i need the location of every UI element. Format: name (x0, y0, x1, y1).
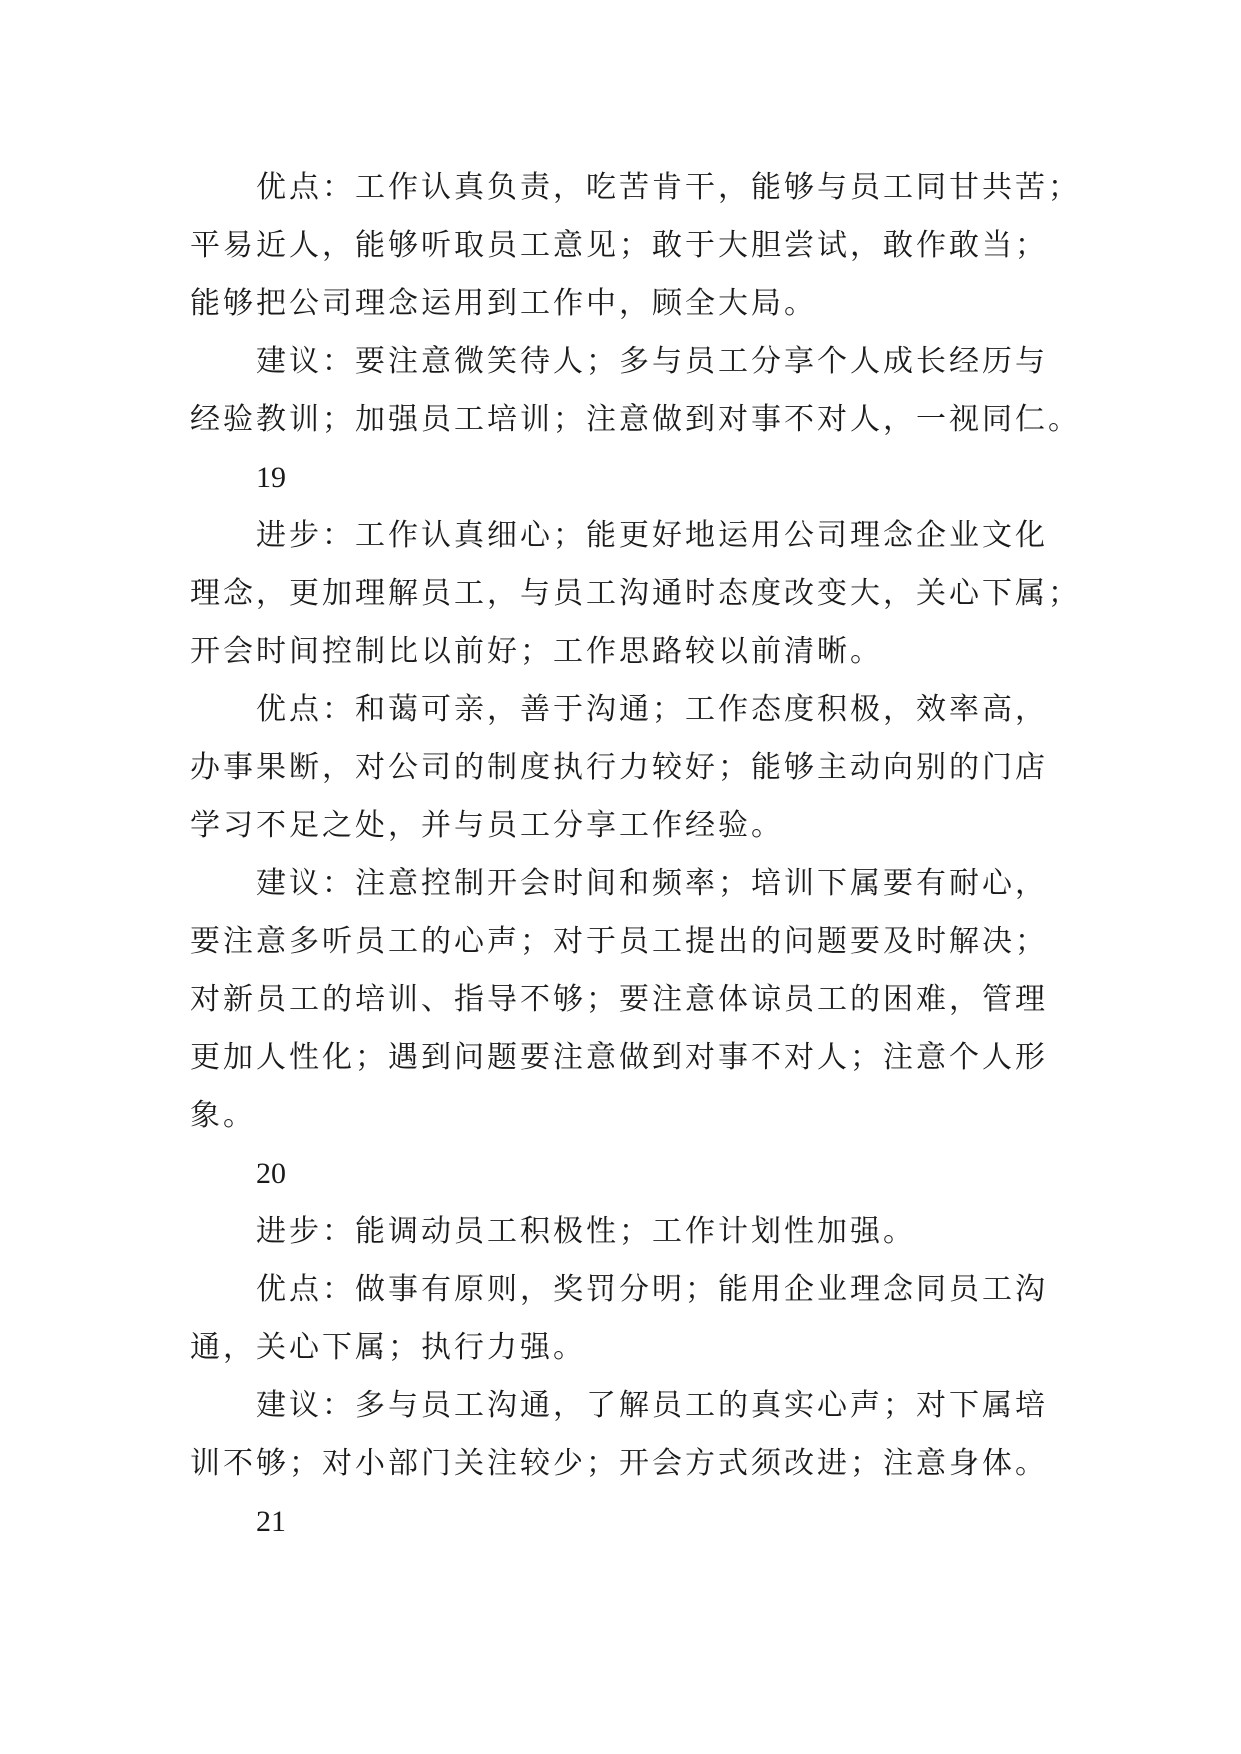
paragraph-line: 进步：能调动员工积极性；工作计划性加强。 (256, 1214, 916, 1249)
paragraph-line: 建议：注意控制开会时间和频率；培训下属要有耐心， (256, 866, 1048, 901)
paragraph-line: 优点：和蔼可亲，善于沟通；工作态度积极，效率高， (256, 692, 1048, 727)
paragraph-line: 进步：工作认真细心；能更好地运用公司理念企业文化 (256, 518, 1048, 553)
paragraph-line: 学习不足之处，并与员工分享工作经验。 (190, 808, 784, 843)
paragraph-line: 开会时间控制比以前好；工作思路较以前清晰。 (190, 634, 883, 669)
paragraph-line: 经验教训；加强员工培训；注意做到对事不对人，一视同仁。 (190, 402, 1081, 437)
paragraph-line: 平易近人，能够听取员工意见；敢于大胆尝试，敢作敢当； (190, 228, 1048, 263)
paragraph-line: 训不够；对小部门关注较少；开会方式须改进；注意身体。 (190, 1446, 1048, 1481)
paragraph-line: 优点：工作认真负责，吃苦肯干，能够与员工同甘共苦； (256, 170, 1081, 205)
paragraph-line: 建议：要注意微笑待人；多与员工分享个人成长经历与 (256, 344, 1048, 379)
paragraph-line: 优点：做事有原则，奖罚分明；能用企业理念同员工沟 (256, 1272, 1048, 1307)
paragraph-line: 要注意多听员工的心声；对于员工提出的问题要及时解决； (190, 924, 1048, 959)
section-number: 19 (256, 461, 286, 494)
paragraph-line: 通，关心下属；执行力强。 (190, 1330, 586, 1365)
section-number: 21 (256, 1505, 286, 1538)
paragraph-line: 理念，更加理解员工，与员工沟通时态度改变大，关心下属； (190, 576, 1081, 611)
section-number: 20 (256, 1157, 286, 1190)
paragraph-line: 象。 (190, 1098, 256, 1133)
paragraph-line: 对新员工的培训、指导不够；要注意体谅员工的困难，管理 (190, 982, 1048, 1017)
paragraph-line: 建议：多与员工沟通，了解员工的真实心声；对下属培 (256, 1388, 1048, 1423)
paragraph-line: 办事果断，对公司的制度执行力较好；能够主动向别的门店 (190, 750, 1048, 785)
paragraph-line: 能够把公司理念运用到工作中，顾全大局。 (190, 286, 817, 321)
paragraph-line: 更加人性化；遇到问题要注意做到对事不对人；注意个人形 (190, 1040, 1048, 1075)
